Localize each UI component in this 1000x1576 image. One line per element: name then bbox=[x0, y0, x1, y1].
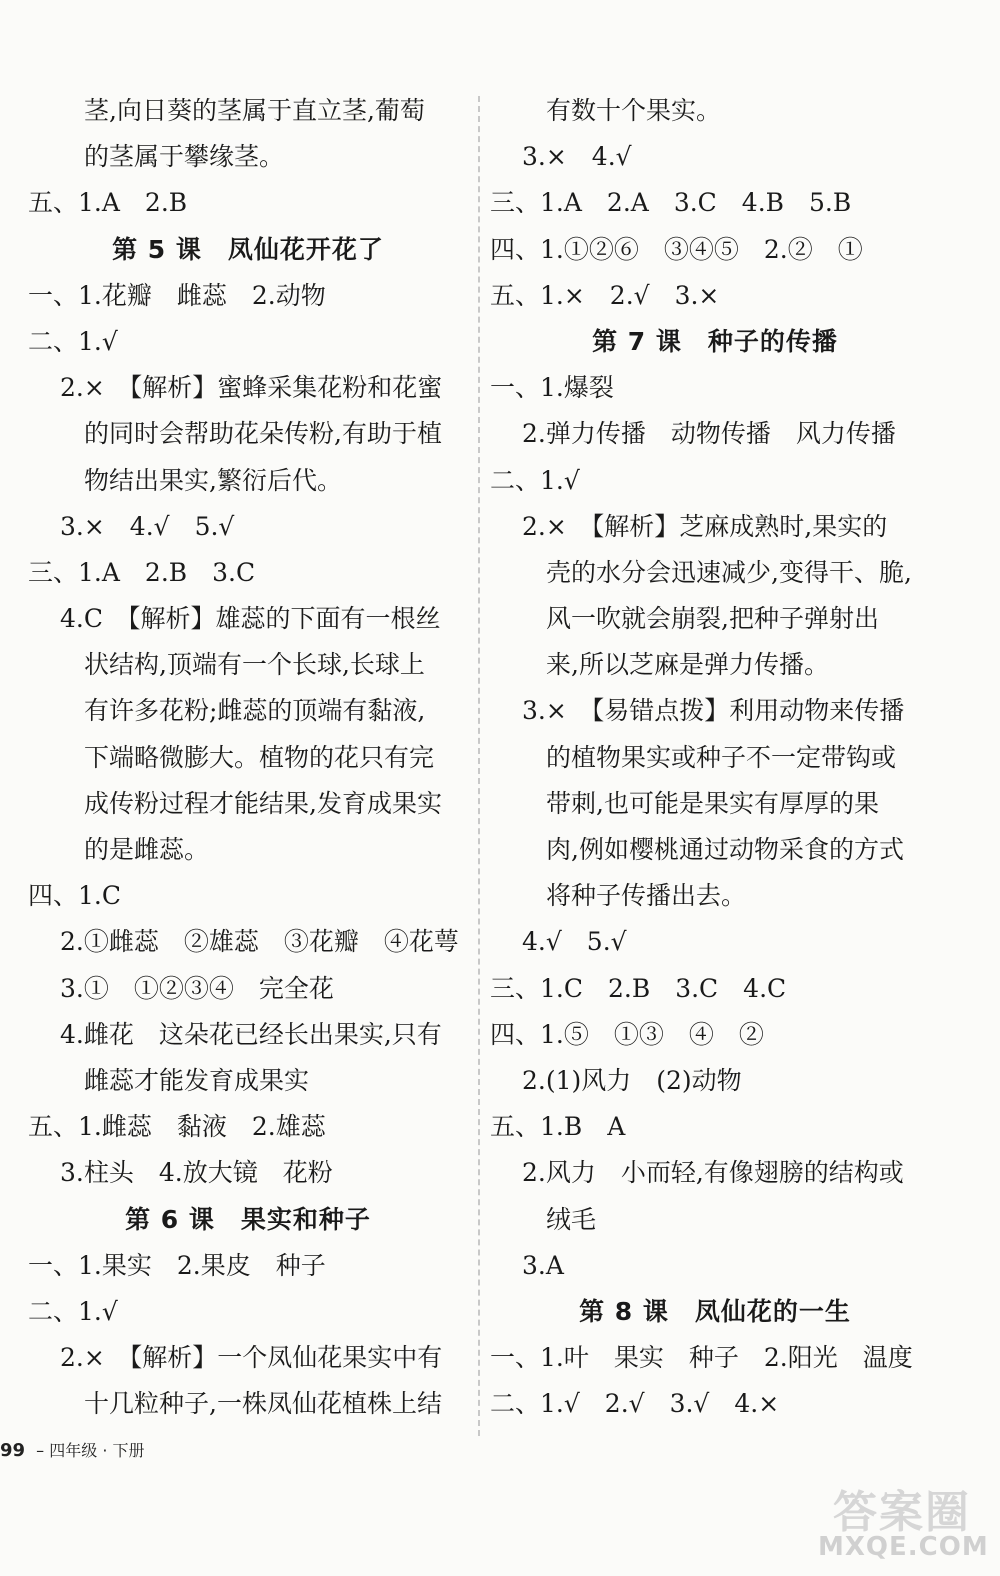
left-answer-line: 四、1.C bbox=[28, 881, 121, 911]
page-number: 99 bbox=[0, 1440, 26, 1461]
page-footer bbox=[0, 1438, 145, 1461]
left-answer-line: 物结出果实,繁衍后代。 bbox=[84, 465, 342, 495]
left-answer-line: 二、1.√ bbox=[28, 326, 118, 356]
right-answer-line: 3.× 4.√ bbox=[522, 142, 632, 172]
right-answer-line: 肉,例如樱桃通过动物采食的方式 bbox=[546, 835, 904, 864]
right-column bbox=[490, 88, 940, 1427]
left-answer-line: 五、1.A 2.B bbox=[28, 188, 188, 218]
lesson-heading: 第 8 课 凤仙花的一生 bbox=[579, 1296, 851, 1326]
left-answer-line: 茎,向日葵的茎属于直立茎,葡萄 bbox=[84, 96, 425, 125]
left-column bbox=[28, 88, 468, 1427]
right-answer-line: 四、1.①②⑥ ③④⑤ 2.② ① bbox=[490, 234, 863, 264]
watermark bbox=[818, 1476, 988, 1568]
left-answer-line: 的是雌蕊。 bbox=[84, 835, 210, 864]
right-answer-line: 4.√ 5.√ bbox=[522, 927, 627, 957]
lesson-heading: 第 6 课 果实和种子 bbox=[125, 1204, 371, 1234]
left-answer-line: 2.①雌蕊 ②雄蕊 ③花瓣 ④花萼 bbox=[60, 927, 459, 957]
right-answer-line: 五、1.× 2.√ 3.× bbox=[490, 280, 720, 310]
left-answer-line: 3.柱头 4.放大镜 花粉 bbox=[60, 1158, 333, 1188]
left-answer-line: 十几粒种子,一株凤仙花植株上结 bbox=[84, 1389, 442, 1419]
left-answer-line: 雌蕊才能发育成果实 bbox=[84, 1065, 310, 1095]
left-answer-line: 二、1.√ bbox=[28, 1296, 118, 1326]
right-answer-line: 将种子传播出去。 bbox=[546, 881, 747, 911]
right-answer-line: 3.A bbox=[522, 1250, 564, 1280]
right-answer-line: 三、1.A 2.A 3.C 4.B 5.B bbox=[490, 188, 852, 218]
right-answer-line: 五、1.B A bbox=[490, 1112, 626, 1142]
left-answer-line: 的茎属于攀缘茎。 bbox=[84, 142, 285, 172]
right-answer-line: 壳的水分会迅速减少,变得干、脆, bbox=[546, 557, 912, 587]
right-answer-line: 有数十个果实。 bbox=[546, 96, 722, 125]
right-answer-line: 3.× 【易错点拨】利用动物来传播 bbox=[522, 696, 905, 726]
right-answer-line: 2.弹力传播 动物传播 风力传播 bbox=[522, 419, 896, 449]
lesson-heading: 第 7 课 种子的传播 bbox=[592, 326, 838, 356]
watermark-logo-text: 答案圈 bbox=[833, 1487, 971, 1538]
watermark-url: MXQE.COM bbox=[818, 1532, 989, 1562]
footer-dash: – bbox=[36, 1441, 45, 1460]
column-divider bbox=[478, 96, 480, 1436]
left-answer-line: 3.① ①②③④ 完全花 bbox=[60, 973, 334, 1003]
right-answer-line: 二、1.√ bbox=[490, 465, 580, 495]
left-answer-line: 4.C 【解析】雄蕊的下面有一根丝 bbox=[60, 604, 441, 634]
right-answer-line: 2.(1)风力 (2)动物 bbox=[522, 1065, 742, 1095]
right-answer-line: 2.风力 小而轻,有像翅膀的结构或 bbox=[522, 1158, 904, 1188]
left-answer-line: 下端略微膨大。植物的花只有完 bbox=[84, 742, 435, 772]
right-answer-line: 一、1.爆裂 bbox=[490, 373, 614, 403]
left-answer-line: 有许多花粉;雌蕊的顶端有黏液, bbox=[84, 696, 426, 726]
right-answer-line: 带刺,也可能是果实有厚厚的果 bbox=[546, 788, 879, 818]
left-answer-line: 2.× 【解析】蜜蜂采集花粉和花蜜 bbox=[60, 373, 443, 403]
left-answer-line: 4.雌花 这朵花已经长出果实,只有 bbox=[60, 1019, 442, 1049]
right-answer-line: 四、1.⑤ ①③ ④ ② bbox=[490, 1019, 764, 1049]
left-answer-line: 3.× 4.√ 5.√ bbox=[60, 511, 235, 541]
left-answer-line: 2.× 【解析】一个凤仙花果实中有 bbox=[60, 1343, 443, 1373]
left-answer-line: 一、1.花瓣 雌蕊 2.动物 bbox=[28, 280, 326, 310]
right-answer-line: 来,所以芝麻是弹力传播。 bbox=[546, 650, 829, 680]
left-answer-line: 成传粉过程才能结果,发育成果实 bbox=[84, 788, 442, 818]
right-answer-line: 的植物果实或种子不一定带钩或 bbox=[546, 742, 897, 772]
left-answer-line: 五、1.雌蕊 黏液 2.雄蕊 bbox=[28, 1112, 326, 1142]
right-answer-line: 二、1.√ 2.√ 3.√ 4.× bbox=[490, 1389, 780, 1419]
left-answer-line: 一、1.果实 2.果皮 种子 bbox=[28, 1250, 326, 1280]
right-answer-line: 绒毛 bbox=[546, 1204, 597, 1234]
left-answer-line: 的同时会帮助花朵传粉,有助于植 bbox=[84, 419, 442, 449]
right-answer-line: 三、1.C 2.B 3.C 4.C bbox=[490, 973, 787, 1003]
lesson-heading: 第 5 课 凤仙花开花了 bbox=[112, 234, 384, 264]
right-answer-line: 风一吹就会崩裂,把种子弹射出 bbox=[546, 604, 879, 634]
footer-grade: 四年级 · 下册 bbox=[49, 1441, 145, 1460]
left-answer-line: 状结构,顶端有一个长球,长球上 bbox=[84, 650, 425, 680]
right-answer-line: 2.× 【解析】芝麻成熟时,果实的 bbox=[522, 511, 888, 541]
left-answer-line: 三、1.A 2.B 3.C bbox=[28, 557, 256, 587]
right-answer-line: 一、1.叶 果实 种子 2.阳光 温度 bbox=[490, 1343, 913, 1373]
